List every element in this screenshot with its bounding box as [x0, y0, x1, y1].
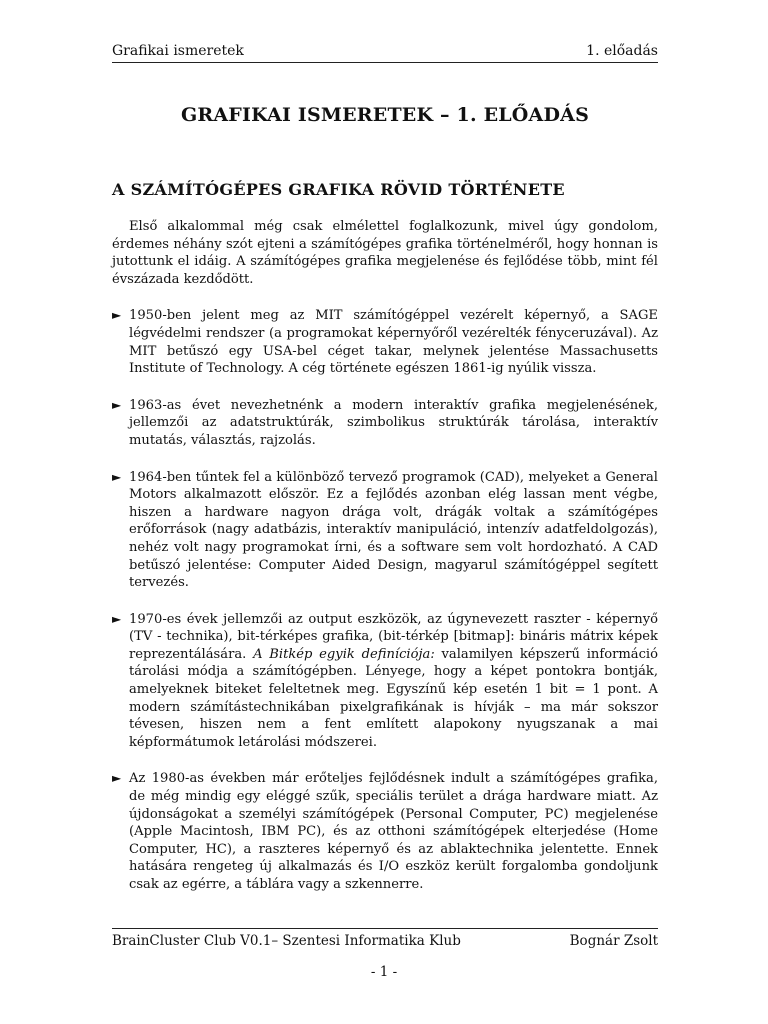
bullet-arrow-icon: ► — [112, 771, 122, 786]
bullet-arrow-icon: ► — [112, 469, 122, 484]
document-title: GRAFIKAI ISMERETEK – 1. ELŐADÁS — [180, 104, 590, 126]
footer-left-text: BrainCluster Club V0.1– Szentesi Informatika Klub — [112, 933, 461, 949]
header-left-text: Grafikai ismeretek — [112, 43, 244, 59]
bullet-arrow-icon: ► — [112, 308, 122, 323]
list-item — [112, 611, 658, 752]
footer-right-text: Bognár Zsolt — [569, 933, 658, 949]
bullet-arrow-icon: ► — [112, 611, 122, 626]
document-body — [112, 218, 658, 913]
list-item — [112, 469, 658, 592]
list-item-text-part: 1970-es évek jellemzői az output eszközök, az úgynevezett raszter - képernyő (TV - technika), bit-térképes grafika, (bit-térkép [bitmap]: bináris mátrix képek reprezentálására. — [129, 611, 658, 662]
list-item — [112, 770, 658, 893]
header-right-text: 1. előadás — [586, 43, 658, 59]
page-footer — [112, 928, 658, 949]
list-item-text: 1950-ben jelent meg az MIT számítógéppel vezérelt képernyő, a SAGE légvédelmi rendszer (a programokat képernyőről vezérelték fényceruzával). Az MIT betűszó egy USA-bel céget takar, melynek jelentése Massachusetts Institute of Technology. A cég története egészen 1861-ig nyúlik vissza. — [129, 308, 658, 377]
italic-definition-label: A Bitkép egyik definíciója: — [253, 646, 435, 662]
list-item-text: 1963-as évet nevezhetnénk a modern interaktív grafika megjelenésének, jellemzői az adatstruktúrák, szimbolikus struktúrák tárolása, interaktív mutatás, választás, rajzolás. — [129, 397, 658, 448]
section-heading: A SZÁMÍTÓGÉPES GRAFIKA RÖVID TÖRTÉNETE — [112, 180, 565, 199]
page-header — [112, 40, 658, 63]
list-item-text: 1964-ben tűntek fel a különböző tervező programok (CAD), melyeket a General Motors alkalmazott először. Ez a fejlődés azonban elég lassan ment végbe, hiszen a hardware nagyon drága volt, drágák voltak a számítógépes erőforrások (nagy adatbázis, interaktív manipuláció, intenzív adatfeldolgozás), nehéz volt nagy programokat írni, és a software sem volt hordozható. A CAD betűszó jelentése: Computer Aided Design, magyarul számítógéppel segített tervezés. — [129, 469, 658, 591]
list-item-text: Az 1980-as években már erőteljes fejlődésnek indult a számítógépes grafika, de még mindig egy eléggé szűk, speciális terület a drága hardware miatt. Az újdonságokat a személyi számítógépek (Personal Computer, PC) megjelenése (Apple Macintosh, IBM PC), és az otthoni számítógépek elterjedése (Home Computer, HC), a raszteres képernyő és az ablaktechnika jelentette. Ennek hatására rengeteg új alkalmazás és I/O eszköz került forgalomba gondoljunk csak az egérre, a táblára vagy a szkennerre. — [129, 771, 658, 892]
intro-paragraph: Első alkalommal még csak elmélettel foglalkozunk, mivel úgy gondolom, érdemes néhány szót ejteni a számítógépes grafika történelméről, hogy honnan is jutottunk el idáig. A számítógépes grafika megjelenése és fejlődése több, mint fél évszázada kezdődött. — [112, 219, 658, 287]
list-item-text-part: valamilyen képszerű információ tárolási módja a számítógépben. Lényege, hogy a képet pontokra bontják, amelyeknek biteket feleltetnek meg. Egyszínű kép esetén 1 bit = 1 pont. A modern számítástechnikában pixelgrafikának is hívják – ma már sokszor tévesen, hiszen nem a fent említett alapokony nyugszanak a mai képformátumok letárolási módszerei. — [129, 646, 658, 750]
bullet-arrow-icon: ► — [112, 397, 122, 412]
list-item — [112, 307, 658, 377]
page-number: - 1 - — [370, 964, 398, 980]
list-item-text — [129, 611, 658, 752]
list-item — [112, 397, 658, 450]
